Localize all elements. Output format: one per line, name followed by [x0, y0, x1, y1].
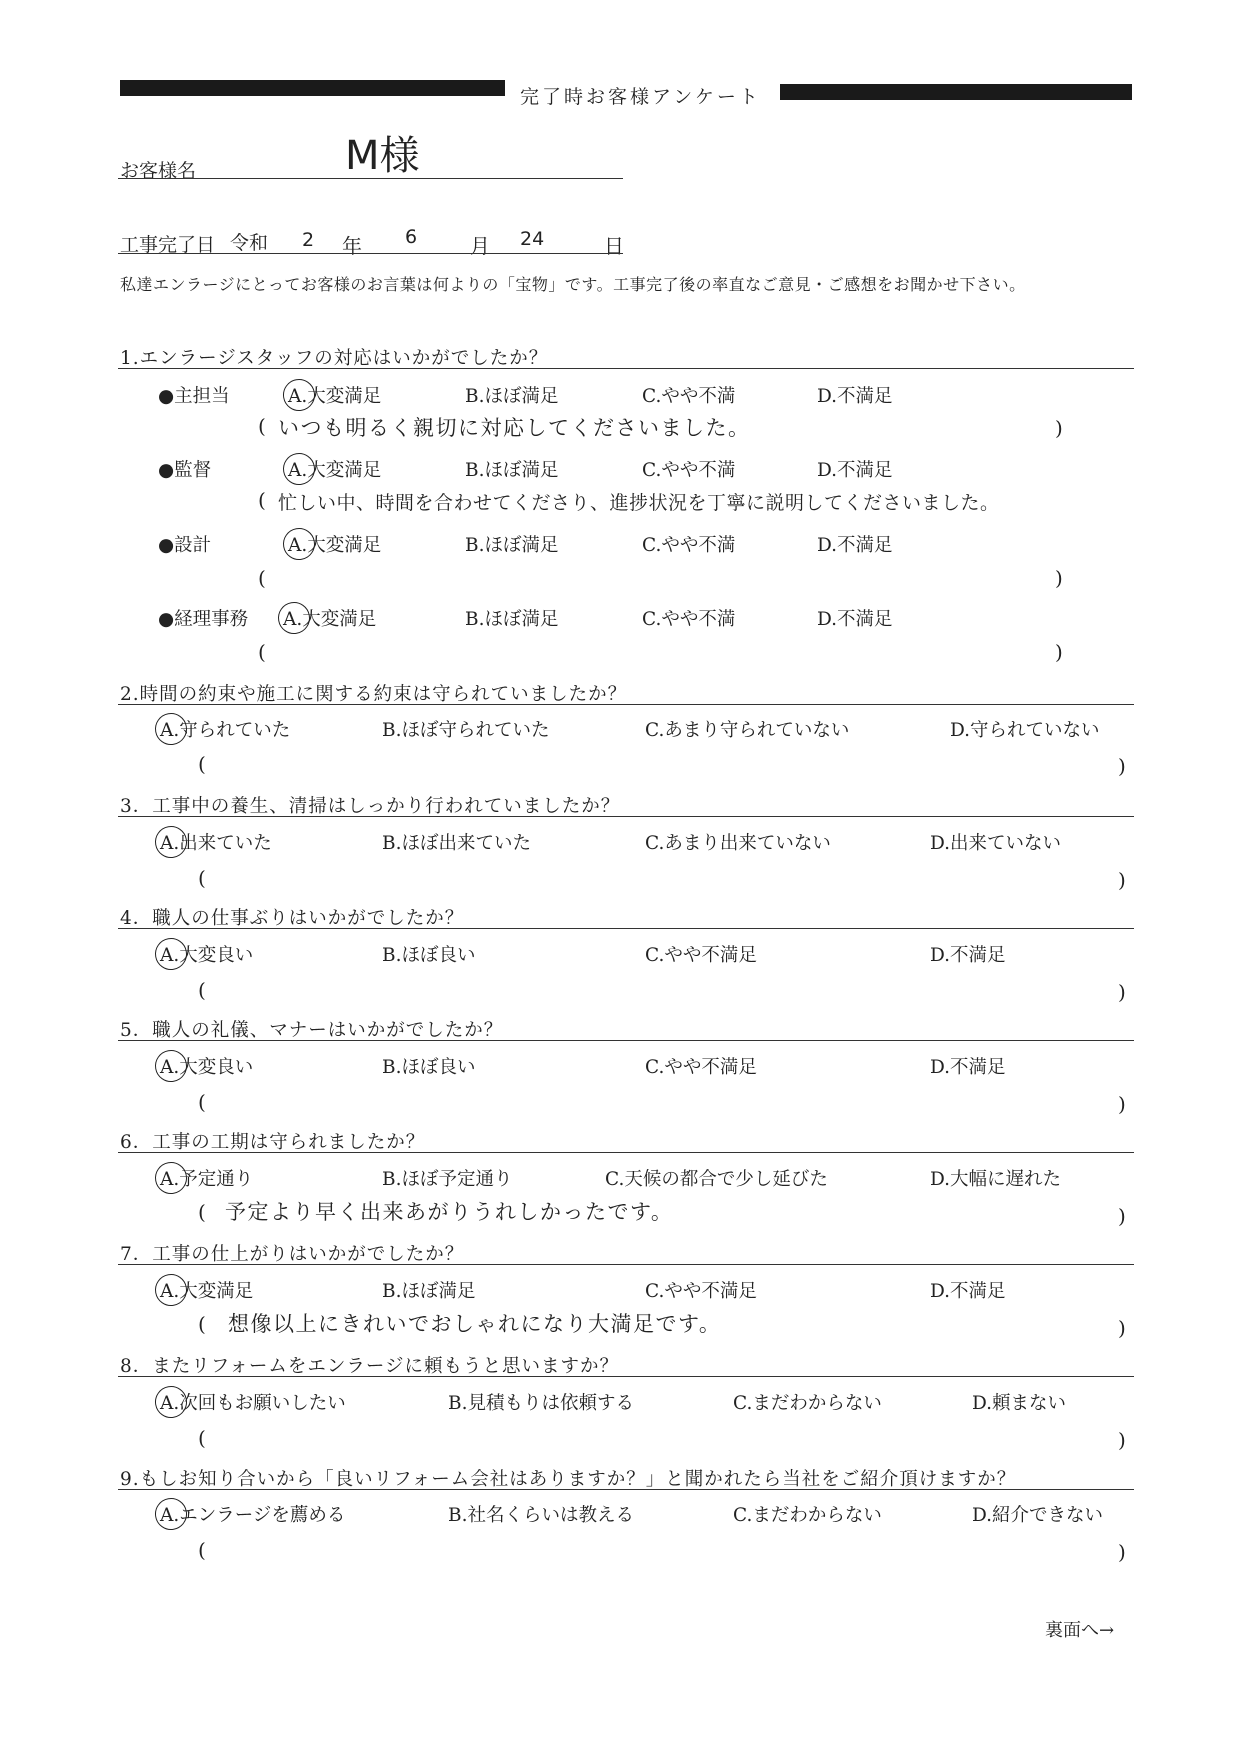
header-bar-left: [120, 80, 505, 96]
question-3-title: 3．工事中の養生、清掃はしっかり行われていましたか？: [120, 796, 621, 817]
q6-comment[interactable]: 予定より早く出来あがりうれしかったです。: [225, 1200, 674, 1224]
q1-main-paren-close: ): [1055, 416, 1063, 440]
q7-paren-open: (: [198, 1312, 206, 1336]
q1-main-option-c[interactable]: C.やや不満: [642, 386, 736, 407]
q1-main-paren-open: (: [258, 414, 266, 438]
question-2-title: 2.時間の約束や施工に関する約束は守られていましたか？: [120, 684, 628, 705]
q1-role-design: ●設計: [158, 535, 212, 556]
q1-supervisor-comment[interactable]: 忙しい中、時間を合わせてくださり、進捗状況を丁寧に説明してくださいました。: [278, 492, 1000, 514]
completion-date-month-unit: 月: [470, 234, 490, 258]
q1-supervisor-option-a[interactable]: A.大変満足: [288, 460, 382, 481]
completion-date-era: 令和: [230, 232, 269, 254]
q4-paren-close: ): [1118, 980, 1126, 1004]
q6-option-a[interactable]: A.予定通り: [160, 1169, 254, 1190]
intro-text: 私達エンラージにとってお客様のお言葉は何よりの「宝物」です。工事完了後の率直なご意見・ご感想をお聞かせ下さい。: [120, 275, 1026, 294]
q1-design-paren-open: (: [258, 566, 266, 590]
q3-option-b[interactable]: B.ほぼ出来ていた: [382, 833, 531, 854]
q1-role-supervisor: ●監督: [158, 460, 212, 481]
q4-option-b[interactable]: B.ほぼ良い: [382, 945, 476, 966]
q3-paren-open: (: [198, 866, 206, 890]
q1-supervisor-option-b[interactable]: B.ほぼ満足: [465, 460, 559, 481]
question-6-divider: [118, 1152, 1134, 1153]
q1-supervisor-paren-open: (: [258, 488, 266, 512]
q2-paren-close: ): [1118, 754, 1126, 778]
q8-paren-open: (: [198, 1426, 206, 1450]
q5-paren-close: ): [1118, 1092, 1126, 1116]
q8-option-d[interactable]: D.頼まない: [972, 1393, 1067, 1414]
q2-option-b[interactable]: B.ほぼ守られていた: [382, 720, 550, 741]
q8-option-a[interactable]: A.次回もお願いしたい: [160, 1393, 346, 1414]
question-9-divider: [118, 1489, 1134, 1490]
q1-role-accounting: ●経理事務: [158, 609, 249, 630]
completion-date-label: 工事完了日: [120, 234, 216, 256]
q7-comment[interactable]: 想像以上にきれいでおしゃれになり大満足です。: [228, 1312, 722, 1336]
question-4-title: 4．職人の仕事ぶりはいかがでしたか？: [120, 908, 465, 929]
q1-role-main: ●主担当: [158, 386, 230, 407]
completion-date-day: 24: [520, 228, 545, 250]
q2-option-a[interactable]: A.守られていた: [160, 720, 291, 741]
q1-main-option-d[interactable]: D.不満足: [817, 386, 893, 407]
q7-option-b[interactable]: B.ほぼ満足: [382, 1281, 476, 1302]
q1-accounting-option-d[interactable]: D.不満足: [817, 609, 893, 630]
q2-option-d[interactable]: D.守られていない: [950, 720, 1100, 741]
question-8-title: 8．またリフォームをエンラージに頼もうと思いますか？: [120, 1356, 619, 1377]
next-page-label: 裏面へ→: [1045, 1620, 1115, 1641]
question-5-divider: [118, 1040, 1134, 1041]
question-2-divider: [118, 704, 1134, 705]
q6-paren-close: ): [1118, 1204, 1126, 1228]
q5-option-a[interactable]: A.大変良い: [160, 1057, 254, 1078]
completion-date-day-unit: 日: [604, 234, 624, 258]
q1-accounting-option-b[interactable]: B.ほぼ満足: [465, 609, 559, 630]
q8-option-b[interactable]: B.見積もりは依頼する: [448, 1393, 634, 1414]
q7-option-a[interactable]: A.大変満足: [160, 1281, 254, 1302]
q1-main-option-b[interactable]: B.ほぼ満足: [465, 386, 559, 407]
q6-paren-open: (: [198, 1200, 206, 1224]
q1-design-option-d[interactable]: D.不満足: [817, 535, 893, 556]
question-8-divider: [118, 1376, 1134, 1377]
q1-design-option-a[interactable]: A.大変満足: [288, 535, 382, 556]
q1-main-comment[interactable]: いつも明るく親切に対応してくださいました。: [278, 416, 751, 440]
q3-paren-close: ): [1118, 868, 1126, 892]
q3-option-a[interactable]: A.出来ていた: [160, 833, 272, 854]
completion-date-year: 2: [302, 229, 315, 251]
q1-accounting-option-c[interactable]: C.やや不満: [642, 609, 736, 630]
question-4-divider: [118, 928, 1134, 929]
question-7-title: 7．工事の仕上がりはいかがでしたか？: [120, 1244, 465, 1265]
q1-main-option-a[interactable]: A.大変満足: [288, 386, 382, 407]
q3-option-c[interactable]: C.あまり出来ていない: [645, 833, 831, 854]
q9-paren-close: ): [1118, 1540, 1126, 1564]
customer-name-underline: [118, 178, 623, 179]
q8-paren-close: ): [1118, 1428, 1126, 1452]
q6-option-d[interactable]: D.大幅に遅れた: [930, 1169, 1062, 1190]
question-3-divider: [118, 816, 1134, 817]
question-5-title: 5．職人の礼儀、マナーはいかがでしたか？: [120, 1020, 504, 1041]
q1-accounting-option-a[interactable]: A.大変満足: [283, 609, 377, 630]
q1-design-option-b[interactable]: B.ほぼ満足: [465, 535, 559, 556]
document-title: 完了時お客様アンケート: [520, 86, 761, 108]
q1-accounting-paren-close: ): [1055, 640, 1063, 664]
question-9-title: 9.もしお知り合いから「良いリフォーム会社はありますか？」と聞かれたら当社をご紹介頂けますか？: [120, 1469, 1017, 1490]
q7-paren-close: ): [1118, 1316, 1126, 1340]
q1-supervisor-option-c[interactable]: C.やや不満: [642, 460, 736, 481]
question-1-divider: [118, 368, 1134, 369]
q8-option-c[interactable]: C.まだわからない: [733, 1393, 882, 1414]
q4-option-c[interactable]: C.やや不満足: [645, 945, 757, 966]
q4-option-a[interactable]: A.大変良い: [160, 945, 254, 966]
q6-option-c[interactable]: C.天候の都合で少し延びた: [605, 1169, 828, 1190]
completion-date-year-unit: 年: [342, 234, 362, 258]
q2-option-c[interactable]: C.あまり守られていない: [645, 720, 850, 741]
completion-date-month: 6: [405, 226, 418, 248]
q3-option-d[interactable]: D.出来ていない: [930, 833, 1062, 854]
question-7-divider: [118, 1264, 1134, 1265]
q6-option-b[interactable]: B.ほぼ予定通り: [382, 1169, 513, 1190]
q5-option-b[interactable]: B.ほぼ良い: [382, 1057, 476, 1078]
q9-option-c[interactable]: C.まだわからない: [733, 1505, 882, 1526]
q1-accounting-paren-open: (: [258, 640, 266, 664]
q2-paren-open: (: [198, 752, 206, 776]
q1-supervisor-option-d[interactable]: D.不満足: [817, 460, 893, 481]
q5-option-c[interactable]: C.やや不満足: [645, 1057, 757, 1078]
q5-paren-open: (: [198, 1090, 206, 1114]
completion-date-underline: [118, 253, 623, 254]
header-bar-right: [780, 84, 1132, 100]
q7-option-c[interactable]: C.やや不満足: [645, 1281, 757, 1302]
q4-paren-open: (: [198, 978, 206, 1002]
q1-design-paren-close: ): [1055, 566, 1063, 590]
q5-option-d[interactable]: D.不満足: [930, 1057, 1006, 1078]
q4-option-d[interactable]: D.不満足: [930, 945, 1006, 966]
q9-option-d[interactable]: D.紹介できない: [972, 1505, 1104, 1526]
q9-option-b[interactable]: B.社名くらいは教える: [448, 1505, 634, 1526]
question-1-title: 1.エンラージスタッフの対応はいかがでしたか？: [120, 348, 549, 369]
customer-name-label: お客様名: [120, 160, 197, 182]
question-6-title: 6．工事の工期は守られましたか？: [120, 1132, 426, 1153]
customer-name-value: M様: [345, 133, 420, 179]
q1-design-option-c[interactable]: C.やや不満: [642, 535, 736, 556]
q7-option-d[interactable]: D.不満足: [930, 1281, 1006, 1302]
q9-option-a[interactable]: A.エンラージを薦める: [160, 1505, 346, 1526]
q9-paren-open: (: [198, 1538, 206, 1562]
